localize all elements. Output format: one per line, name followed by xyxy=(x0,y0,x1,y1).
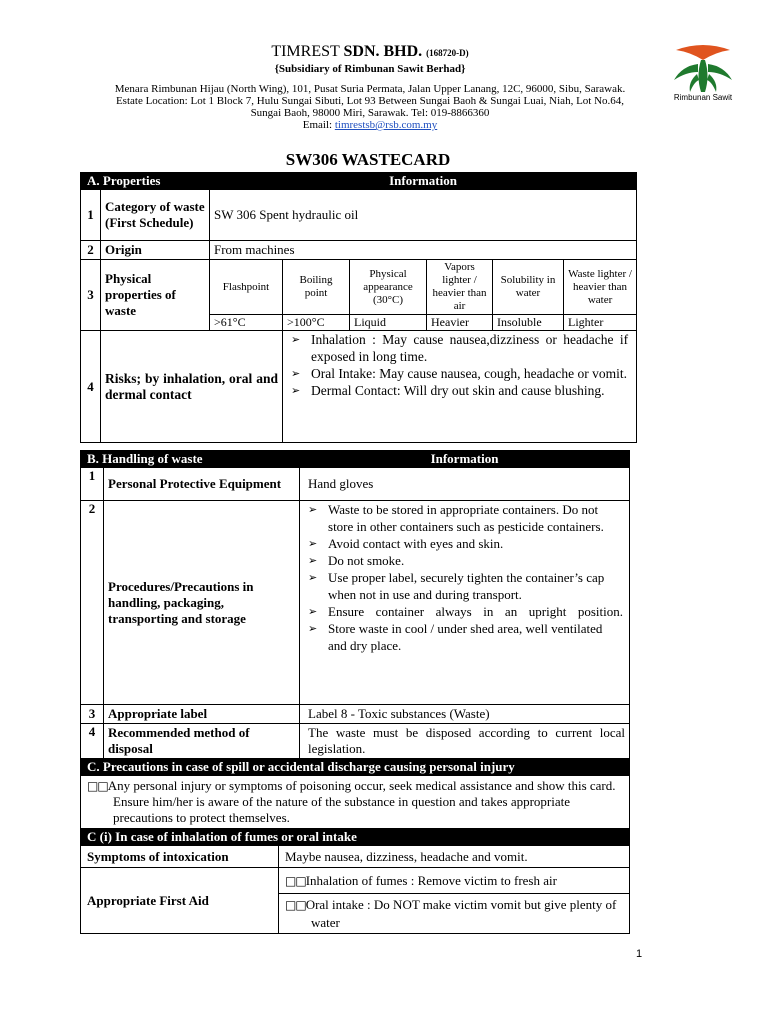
waste-density-header: Waste lighter / heavier than water xyxy=(564,260,637,315)
first-aid-item-cell xyxy=(279,868,630,894)
first-aid-row-1 xyxy=(81,868,630,894)
checkbox-icon: □□ xyxy=(285,898,306,912)
checkbox-icon: □□ xyxy=(87,779,108,793)
category-label: Category of waste (First Schedule) xyxy=(101,190,210,241)
category-value: SW 306 Spent hydraulic oil xyxy=(210,190,637,241)
procedures-label: Procedures/Precautions in handling, packaging, transporting and storage xyxy=(104,501,300,705)
section-c-text-cell xyxy=(81,776,630,829)
email-link[interactable]: timrestsb@rsb.com.my xyxy=(334,119,438,131)
row-number: 2 xyxy=(81,501,104,705)
company-reg-no: (168720-D) xyxy=(426,48,469,58)
first-aid-item: Oral intake : Do NOT make victim vomit but give plenty of water xyxy=(305,897,617,930)
flashpoint-header: Flashpoint xyxy=(210,260,283,315)
section-a-table xyxy=(80,172,637,443)
ppe-row xyxy=(81,468,630,501)
risks-list-cell xyxy=(283,331,637,443)
procedure-item: ➢ Waste to be stored in appropriate containers. Do not store in other containers such as pesticide containers. xyxy=(300,501,623,535)
flashpoint-value: >61°C xyxy=(210,315,283,331)
row-number: 3 xyxy=(81,705,104,724)
subsidiary-line: {Subsidiary of Rimbunan Sawit Berhad} xyxy=(274,63,466,75)
symptoms-label: Symptoms of intoxication xyxy=(81,846,279,868)
procedures-list xyxy=(300,501,623,654)
risk-item: ➢ Inhalation : May cause nausea,dizziness or headache if exposed in long time. xyxy=(283,331,628,365)
row-number: 1 xyxy=(81,468,104,501)
procedure-item: ➢ Ensure container always in an upright position. xyxy=(300,603,623,620)
origin-value: From machines xyxy=(210,241,637,260)
section-b-table xyxy=(80,450,630,759)
address-line-1: Menara Rimbunan Hijau (North Wing), 101, Pusat Suria Permata, Jalan Upper Lanang, 12C, 96000, Sibu, Sarawak. xyxy=(114,83,626,95)
first-aid-item-cell xyxy=(279,894,630,934)
physical-properties-header-row xyxy=(81,260,637,315)
vapors-header: Vapors lighter / heavier than air xyxy=(427,260,493,315)
disposal-row xyxy=(81,724,630,759)
appropriate-label-label: Appropriate label xyxy=(104,705,300,724)
section-b-header xyxy=(81,451,630,468)
section-c-sub-header xyxy=(81,829,630,846)
ppe-value: Hand gloves xyxy=(300,468,630,501)
symptoms-row xyxy=(81,846,630,868)
section-c-paragraph: Any personal injury or symptoms of poisoning occur, seek medical assistance and show this card. Ensure him/her is aware of the nature of the substance in question and takes appropriate precautions to protect themselves. xyxy=(107,778,616,825)
ppe-label: Personal Protective Equipment xyxy=(104,468,300,501)
appropriate-label-value: Label 8 - Toxic substances (Waste) xyxy=(300,705,630,724)
boiling-point-value: >100°C xyxy=(283,315,350,331)
disposal-value: The waste must be disposed according to current local legislation. xyxy=(300,724,630,759)
solubility-header: Solubility in water xyxy=(493,260,564,315)
section-a-header-right: Information xyxy=(210,173,637,190)
company-name-regular: TIMREST xyxy=(271,43,340,60)
company-name xyxy=(80,43,660,62)
row-number: 2 xyxy=(81,241,101,260)
page-number: 1 xyxy=(636,948,643,960)
risks-list xyxy=(283,331,628,399)
procedure-item: ➢ Do not smoke. xyxy=(300,552,623,569)
checkbox-icon: □□ xyxy=(285,873,306,888)
symptoms-value: Maybe nausea, dizziness, headache and vomit. xyxy=(279,846,630,868)
procedures-row xyxy=(81,501,630,705)
procedure-item: ➢ Store waste in cool / under shed area, well ventilated and dry place. xyxy=(300,620,623,654)
disposal-label: Recommended method of disposal xyxy=(104,724,300,759)
section-c-header-text: C. Precautions in case of spill or accidental discharge causing personal injury xyxy=(81,759,630,776)
procedures-list-cell xyxy=(300,501,630,705)
section-b-header-right: Information xyxy=(300,451,630,468)
waste-density-value: Lighter xyxy=(564,315,637,331)
row-number: 3 xyxy=(81,260,101,331)
section-c-header xyxy=(81,759,630,776)
category-row xyxy=(81,190,637,241)
section-c-text-row xyxy=(81,776,630,829)
row-number: 1 xyxy=(81,190,101,241)
origin-row xyxy=(81,241,637,260)
page-title: SW306 WASTECARD xyxy=(285,150,451,169)
physical-appearance-value: Liquid xyxy=(350,315,427,331)
company-name-bold: SDN. BHD. xyxy=(343,43,423,60)
first-aid-item-wrap xyxy=(285,896,625,931)
row-number: 4 xyxy=(81,331,101,443)
solubility-value: Insoluble xyxy=(493,315,564,331)
first-aid-item: Inhalation of fumes : Remove victim to fresh air xyxy=(305,872,557,888)
risk-item: ➢ Oral Intake: May cause nausea, cough, headache or vomit. xyxy=(283,365,628,382)
section-c-sub-header-text: C (i) In case of inhalation of fumes or oral intake xyxy=(81,829,630,846)
section-b-header-left: B. Handling of waste xyxy=(81,451,300,468)
boiling-point-header: Boiling point xyxy=(283,260,350,315)
label-row xyxy=(81,705,630,724)
section-c-text xyxy=(87,778,623,826)
section-a-header-left: A. Properties xyxy=(81,173,210,190)
physical-properties-label: Physical properties of waste xyxy=(101,260,210,331)
section-a-header xyxy=(81,173,637,190)
risks-label: Risks; by inhalation, oral and dermal contact xyxy=(101,331,283,443)
row-number: 4 xyxy=(81,724,104,759)
procedure-item: ➢ Avoid contact with eyes and skin. xyxy=(300,535,623,552)
logo-text: Rimbunan Sawit xyxy=(673,93,733,102)
address-line-3: Sungai Baoh, 98000 Miri, Sarawak. Tel: 019-8866360 xyxy=(250,107,490,119)
origin-label: Origin xyxy=(101,241,210,260)
first-aid-label: Appropriate First Aid xyxy=(81,868,279,934)
vapors-value: Heavier xyxy=(427,315,493,331)
address-line-2: Estate Location: Lot 1 Block 7, Hulu Sungai Sibuti, Lot 93 Between Sungai Baoh & Sungai Luai, Niah, Lot No.64, xyxy=(115,95,625,107)
section-c-table xyxy=(80,758,630,934)
email-label: Email: xyxy=(302,119,333,131)
email-line xyxy=(80,119,660,131)
procedure-item: ➢ Use proper label, securely tighten the container’s cap when not in use and during transport. xyxy=(300,569,623,603)
risk-item: ➢ Dermal Contact: Will dry out skin and cause blushing. xyxy=(283,382,628,399)
physical-appearance-header: Physical appearance (30°C) xyxy=(350,260,427,315)
risks-row xyxy=(81,331,637,443)
